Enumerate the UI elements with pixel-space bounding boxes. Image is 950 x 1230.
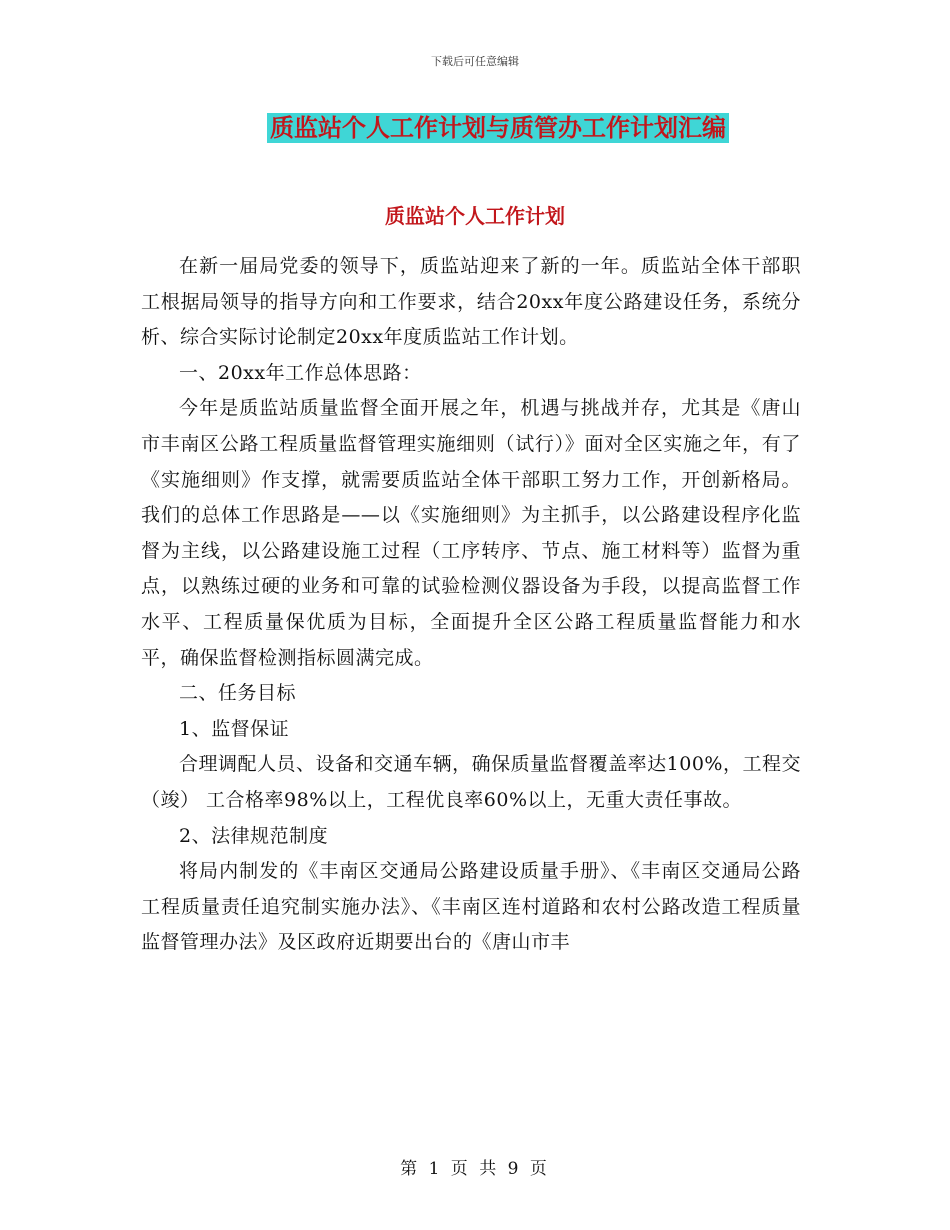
header-note: 下载后可任意编辑 [431, 55, 519, 68]
paragraph-supervision: 合理调配人员、设备和交通车辆，确保质量监督覆盖率达100%，工程交（竣） 工合格率98%以上，工程优良率60%以上，无重大责任事故。 [141, 753, 801, 811]
main-title: 质监站个人工作计划与质管办工作计划汇编 [267, 113, 729, 143]
heading-task-goals: 二、任务目标 [179, 682, 297, 705]
section-title: 质监站个人工作计划 [385, 204, 565, 228]
paragraph-legal: 将局内制发的《丰南区交通局公路建设质量手册》、《丰南区交通局公路工程质量责任追究制实施办法》、《丰南区连村道路和农村公路改造工程质量监督管理办法》及区政府近期要出台的《唐山市丰 [141, 860, 801, 954]
heading-supervision-guarantee: 1、监督保证 [179, 717, 290, 740]
paragraph-approach: 今年是质监站质量监督全面开展之年，机遇与挑战并存，尤其是《唐山市丰南区公路工程质量监督管理实施细则（试行）》面对全区实施之年，有了《实施细则》作支撑，就需要质监站全体干部职工努力工作，开创新格局。我们的总体工作思路是——以《实施细则》为主抓手，以公路建设程序化监督为主线，以公路建设施工过程（工序转序、节点、施工材料等）监督为重点，以熟练过硬的业务和可靠的试验检测仪器设备为手段，以提高监督工作水平、工程质量保优质为目标，全面提升全区公路工程质量监督能力和水平，确保监督检测指标圆满完成。 [141, 397, 801, 669]
page-footer: 第 1 页 共 9 页 [400, 1159, 550, 1179]
paragraph-intro: 在新一届局党委的领导下，质监站迎来了新的一年。质监站全体干部职工根据局领导的指导方向和工作要求，结合20xx年度公路建设任务，系统分析、综合实际讨论制定20xx年度质监站工作计划。 [141, 255, 801, 349]
document-body [141, 249, 801, 961]
heading-legal-norms: 2、法律规范制度 [179, 824, 329, 847]
heading-overall-approach: 一、20xx年工作总体思路： [179, 361, 422, 384]
main-title-container [0, 113, 950, 143]
